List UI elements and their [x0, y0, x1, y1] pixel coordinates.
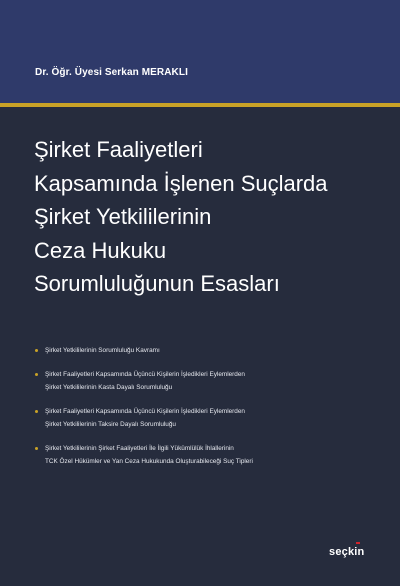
topic-line: TCK Özel Hükümler ve Yan Ceza Hukukunda Oluşturabileceği Suç Tipleri: [45, 458, 253, 465]
publisher-logo-mark-icon: [356, 542, 360, 544]
bullet-dot-icon: [35, 373, 38, 376]
bullet-dot-icon: [35, 410, 38, 413]
author-name: Dr. Öğr. Üyesi Serkan MERAKLI: [35, 67, 188, 78]
topic-line: Şirket Yetkililerinin Sorumluluğu Kavramı: [45, 347, 160, 354]
top-band: [0, 0, 400, 103]
topic-item: [35, 368, 375, 394]
topic-line: Şirket Yetkililerinin Kasta Dayalı Sorumluluğu: [45, 384, 173, 391]
topic-item: [35, 405, 375, 431]
topic-item: [35, 442, 375, 468]
topic-line: Şirket Yetkililerinin Şirket Faaliyetleri İle İlgili Yükümlülük İhlallerinin: [45, 445, 234, 452]
title-line: Ceza Hukuku: [34, 237, 167, 263]
topic-line: Şirket Faaliyetleri Kapsamında Üçüncü Kişilerin İşledikleri Eylemlerden: [45, 408, 245, 415]
title-line: Sorumluluğunun Esasları: [34, 271, 280, 297]
title-line: Şirket Faaliyetleri: [34, 137, 203, 162]
title-line: Kapsamında İşlenen Suçlarda: [34, 170, 328, 196]
bullet-dot-icon: [35, 349, 38, 352]
publisher-logo: seçkin: [329, 546, 365, 558]
title-line: Şirket Yetkililerinin: [34, 204, 212, 230]
topic-item: [35, 344, 375, 357]
bullet-dot-icon: [35, 447, 38, 450]
book-title: [34, 133, 374, 301]
topic-line: Şirket Faaliyetleri Kapsamında Üçüncü Kişilerin İşledikleri Eylemlerden: [45, 371, 245, 378]
topic-list: [35, 344, 375, 479]
topic-line: Şirket Yetkililerinin Taksire Dayalı Sorumluluğu: [45, 421, 176, 428]
